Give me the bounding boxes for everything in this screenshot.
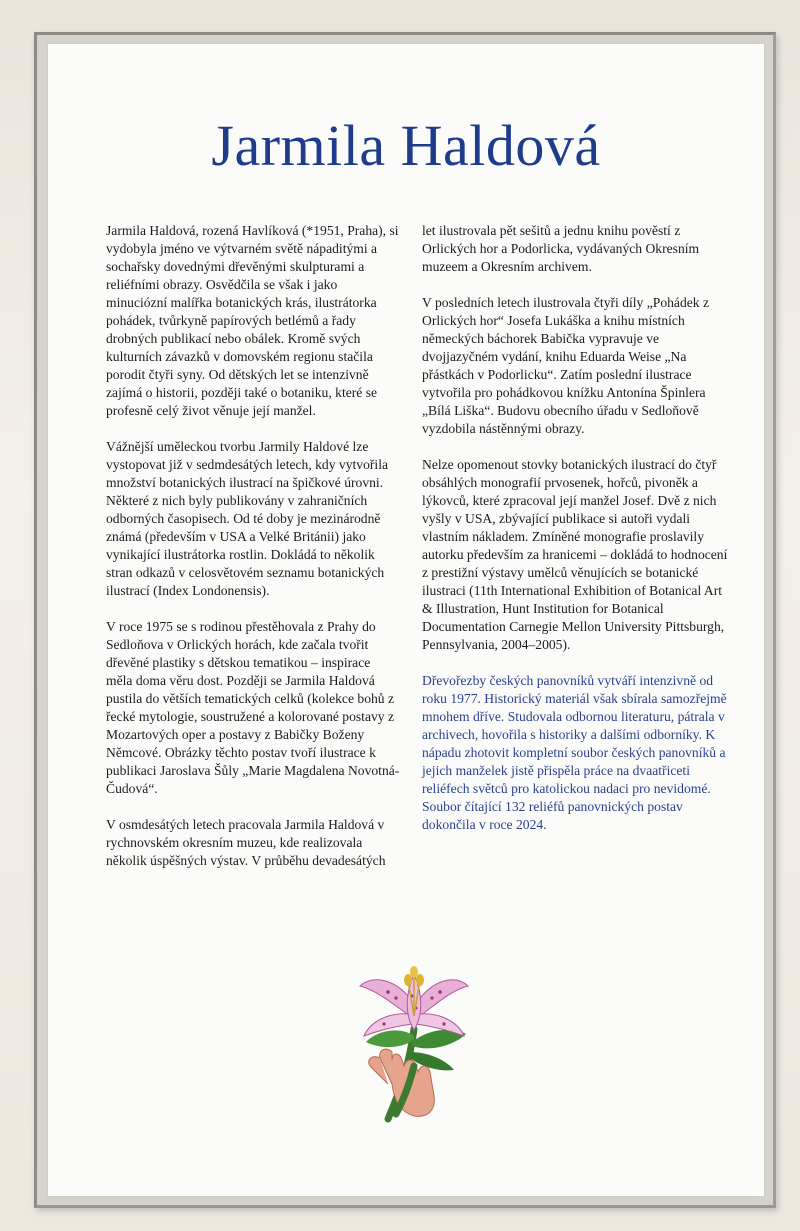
left-paragraph-4: V osmdesátých letech pracovala Jarmila Haldová v rychnovském okresním muzeu, kde realizovala několik úspěšných výstav. V průběhu devadesátých xyxy=(106,817,386,868)
right-paragraph-2: V posledních letech ilustrovala čtyři díly „Pohádek z Orlických hor“ Josefa Lukáška a knihu místních německých báchorek Babička vypravuje ve dvojjazyčném vydání, knihu Eduarda Weise „Na přástkách v Podorlicku“. Zatím poslední ilustrace vytvořila pro pohádkovou knížku Antonína Špinlera „Bílá Liška“. Budovu obecního úřadu v Sedloňově vyzdobila nástěnnými obrazy. xyxy=(422,295,710,436)
right-column xyxy=(422,222,730,852)
page-title: Jarmila Haldová xyxy=(211,113,601,178)
poster-frame xyxy=(34,32,776,1208)
right-paragraph-highlight: Dřevořezby českých panovníků vytváří intenzivně od roku 1977. Historický materiál však sbírala samozřejmě mnohem dříve. Studovala odbornou literaturu, pátrala v archivech, hovořila s historiky a dalšími odborníky. K nápadu zhotovit kompletní soubor českých panovníků a jejich manželek jistě přispěla práce na dvaatřiceti reliéfech světců pro katolickou nadaci pro nevidomé. Soubor čítající 132 reliéfů panovnických postav dokončila v roce 2024. xyxy=(422,673,727,832)
poster-panel xyxy=(47,43,765,1197)
lily-illustration xyxy=(348,934,478,1124)
left-column xyxy=(106,222,400,888)
lily-in-hand-icon xyxy=(348,934,478,1124)
left-paragraph-1: Jarmila Haldová, rozená Havlíková (*1951, Praha), si vydobyla jméno ve výtvarném světě nápaditými a sochařsky dovednými dřevěnými skulpturami a reliéfními obrazy. Osvědčila se však i jako minuciózní malířka botanických krás, ilustrátorka pohádek, tvůrkyně papírových betlémů a řady drobných publikací nebo obálek. Kromě svých kulturních závazků v domovském regionu stačila porodit čtyři syny. Od dětských let se intenzivně zajímá o historii, později také o botaniku, které se profesně celý život věnuje její manžel. xyxy=(106,223,399,418)
left-paragraph-2: Vážnější uměleckou tvorbu Jarmily Haldové lze vystopovat již v sedmdesátých letech, kdy vytvořila množství botanických ilustrací na špičkové úrovni. Některé z nich byly publikovány v zahraničních odborných časopisech. Od té doby je mezinárodně známá (především v USA a Velké Británii) jako vynikající ilustrátorka rostlin. Dokládá to několik stran odkazů v celosvětovém seznamu botanických ilustrací (Index Londonensis). xyxy=(106,439,389,598)
right-paragraph-3: Nelze opomenout stovky botanických ilustrací do čtyř obsáhlých monografií prvosenek, hořců, pivoněk a lýkovců, které zpracoval její manžel Josef. Dvě z nich vyšly v USA, zbývající publikace si autoři vydali vlastním nákladem. Zmíněné monografie proslavily autorku především za hranicemi – dokládá to hodnocení z prestižní výstavy umělců věnujících se botanické ilustraci (11th International Exhibition of Botanical Art & Illustration, Hunt Institution for Botanical Documentation Carnegie Mellon University Pittsburgh, Pennsylvania, 2004–2005). xyxy=(422,457,728,652)
right-paragraph-1: let ilustrovala pět sešitů a jednu knihu pověstí z Orlických hor a Podorlicka, vydávaných Okresním muzeem a Okresním archivem. xyxy=(422,223,700,274)
left-paragraph-3: V roce 1975 se s rodinou přestěhovala z Prahy do Sedloňova v Orlických horách, kde začala tvořit dřevěné plastiky s dětskou tematikou – inspirace měla doma věru dost. Později se Jarmila Haldová pustila do větších tematických celků (kolekce bohů z řecké mytologie, soustružené a kolorované postavy z Mozartových oper a postavy z Babičky Boženy Němcové. Obrázky těchto postav tvoří ilustrace k publikaci Jaroslava Šůly „Marie Magdalena Novotná-Čudová“. xyxy=(106,619,400,796)
